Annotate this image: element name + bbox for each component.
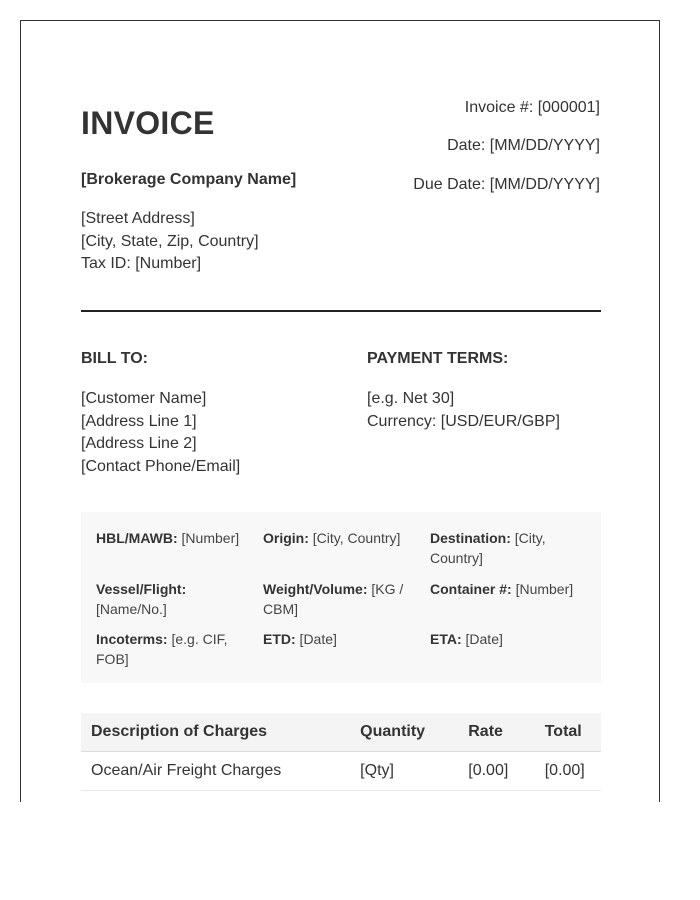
shipment-etd: ETD: [Date] bbox=[263, 631, 337, 647]
charges-header-row bbox=[81, 713, 601, 752]
company-name: [Brokerage Company Name] bbox=[81, 171, 297, 188]
shipment-incoterms: Incoterms: [e.g. CIF, FOB] bbox=[96, 631, 228, 667]
header-divider bbox=[81, 310, 601, 312]
invoice-number: Invoice #: [000001] bbox=[464, 99, 600, 116]
customer-address-1: [Address Line 1] bbox=[81, 412, 197, 430]
charge-rate: [0.00] bbox=[458, 752, 534, 791]
shipment-vessel: Vessel/Flight: [Name/No.] bbox=[96, 581, 187, 617]
bill-to-heading: BILL TO: bbox=[81, 350, 148, 367]
column-header-quantity: Quantity bbox=[350, 713, 458, 752]
charge-description: Ocean/Air Freight Charges bbox=[81, 752, 350, 791]
table-row bbox=[81, 752, 601, 791]
payment-currency: Currency: [USD/EUR/GBP] bbox=[367, 412, 560, 430]
invoice-page bbox=[20, 20, 660, 802]
company-address bbox=[81, 208, 259, 276]
shipment-container: Container #: [Number] bbox=[430, 581, 574, 597]
invoice-title: INVOICE bbox=[81, 105, 215, 141]
shipment-hbl: HBL/MAWB: [Number] bbox=[96, 530, 240, 546]
charge-total: [0.00] bbox=[535, 752, 601, 791]
shipment-origin: Origin: [City, Country] bbox=[263, 530, 401, 546]
payment-terms-value: [e.g. Net 30] bbox=[367, 390, 455, 407]
column-header-description: Description of Charges bbox=[81, 713, 350, 752]
customer-name: [Customer Name] bbox=[81, 390, 207, 407]
payment-terms-heading: PAYMENT TERMS: bbox=[367, 350, 509, 367]
shipment-details bbox=[81, 512, 601, 683]
customer-address-2: [Address Line 2] bbox=[81, 435, 197, 452]
charges-table bbox=[81, 713, 601, 791]
column-header-total: Total bbox=[535, 713, 601, 752]
bill-to-block bbox=[81, 388, 240, 478]
customer-contact: [Contact Phone/Email] bbox=[81, 457, 241, 475]
invoice-date: Date: [MM/DD/YYYY] bbox=[447, 137, 600, 154]
shipment-destination: Destination: [City, Country] bbox=[430, 530, 546, 566]
company-city: [City, State, Zip, Country] bbox=[81, 232, 259, 250]
shipment-eta: ETA: [Date] bbox=[430, 631, 503, 647]
payment-terms-block bbox=[367, 388, 560, 433]
company-street: [Street Address] bbox=[81, 210, 195, 227]
column-header-rate: Rate bbox=[458, 713, 534, 752]
charge-quantity: [Qty] bbox=[350, 752, 458, 791]
company-tax-id: Tax ID: [Number] bbox=[81, 255, 202, 272]
shipment-weight: Weight/Volume: [KG / CBM] bbox=[263, 581, 404, 617]
invoice-due-date: Due Date: [MM/DD/YYYY] bbox=[413, 176, 600, 193]
